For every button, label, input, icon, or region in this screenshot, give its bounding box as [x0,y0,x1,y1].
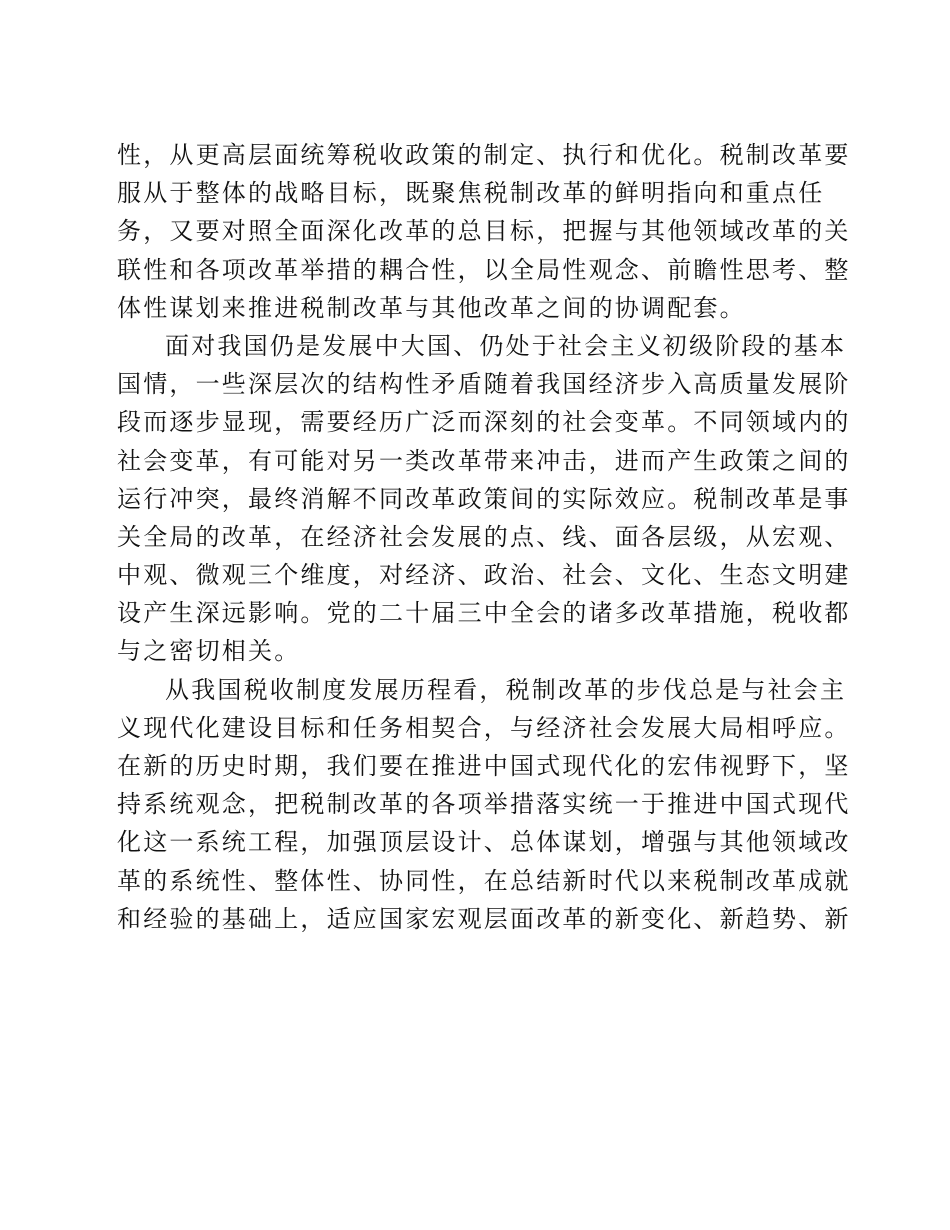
text-line: 在新的历史时期，我们要在推进中国式现代化的宏伟视野下，坚 [117,752,851,780]
text-line: 从我国税收制度发展历程看，税制改革的步伐总是与社会主 [165,675,847,704]
paragraph-3 [117,671,851,938]
paragraph-1 [117,136,851,327]
text-line: 设产生深远影响。党的二十届三中全会的诸多改革措施，税收都 [117,599,851,628]
text-line: 化这一系统工程，加强顶层设计、总体谋划，增强与其他领域改 [117,828,851,857]
text-line: 运行冲突，最终消解不同改革政策间的实际效应。税制改革是事 [117,484,851,513]
text-line: 义现代化建设目标和任务相契合，与经济社会发展大局相呼应。 [117,713,851,742]
text-line: 社会变革，有可能对另一类改革带来冲击，进而产生政策之间的 [117,446,851,475]
document-body [117,136,851,938]
text-line: 联性和各项改革举措的耦合性，以全局性观念、前瞻性思考、整 [117,255,851,284]
text-line: 性，从更高层面统筹税收政策的制定、执行和优化。税制改革要 [117,141,851,169]
text-line: 持系统观念，把税制改革的各项举措落实统一于推进中国式现代 [117,790,851,819]
text-line: 务，又要对照全面深化改革的总目标，把握与其他领域改革的关 [117,217,851,246]
text-line: 段而逐步显现，需要经历广泛而深刻的社会变革。不同领域内的 [117,408,851,437]
text-line: 革的系统性、整体性、协同性，在总结新时代以来税制改革成就 [117,866,851,895]
paragraph-2 [117,327,851,671]
text-line: 面对我国仍是发展中大国、仍处于社会主义初级阶段的基本 [165,331,847,360]
text-line: 服从于整体的战略目标，既聚焦税制改革的鲜明指向和重点任 [117,179,825,208]
text-line: 中观、微观三个维度，对经济、政治、社会、文化、生态文明建 [117,561,851,590]
text-line: 关全局的改革，在经济社会发展的点、线、面各层级，从宏观、 [117,522,851,551]
text-line: 体性谋划来推进税制改革与其他改革之间的协调配套。 [117,293,746,322]
text-line: 国情，一些深层次的结构性矛盾随着我国经济步入高质量发展阶 [117,370,851,399]
text-line: 和经验的基础上，适应国家宏观层面改革的新变化、新趋势、新 [117,904,851,933]
text-line: 与之密切相关。 [117,637,301,666]
